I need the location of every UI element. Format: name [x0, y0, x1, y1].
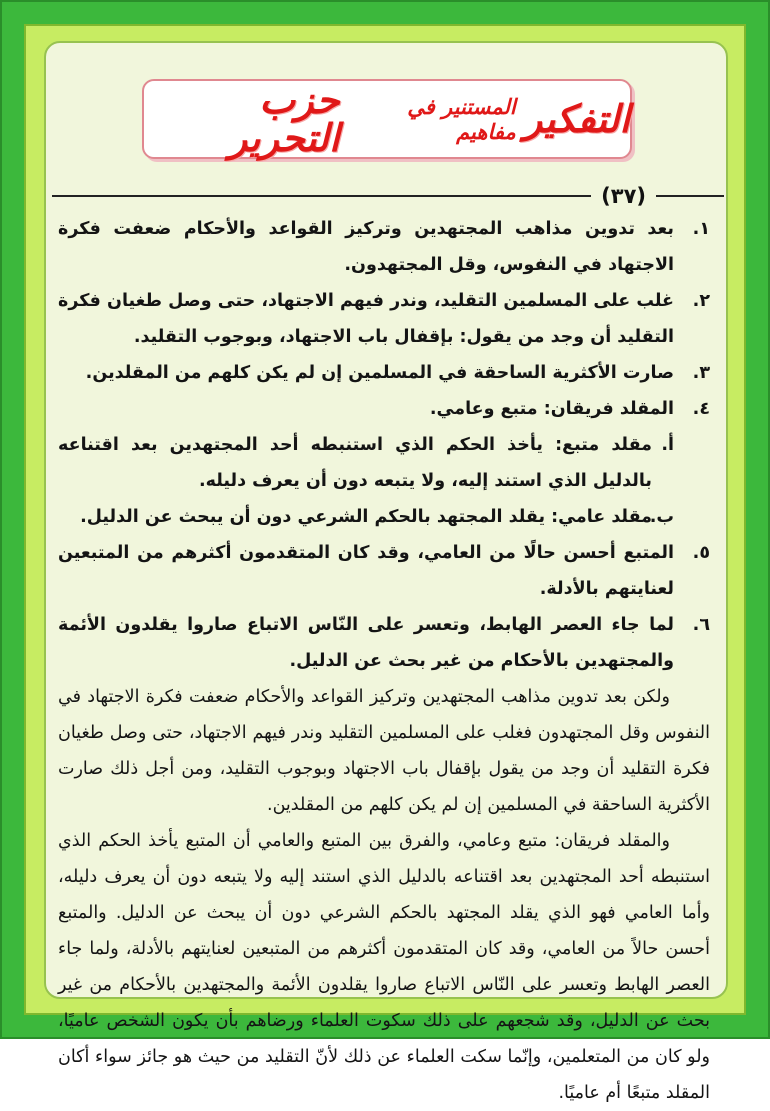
- item-number: ٢.: [692, 291, 710, 311]
- title-end: حزب التحرير: [228, 77, 340, 160]
- list-item: [58, 607, 710, 679]
- sub-item: [58, 427, 710, 499]
- rule-short: [656, 195, 724, 197]
- list-item: [58, 283, 710, 355]
- title-mid: المستنير في مفاهيم: [407, 94, 516, 144]
- item-number: ٥.: [692, 543, 710, 563]
- page-number-rule: [52, 181, 724, 211]
- paragraph: ولكن بعد تدوين مذاهب المجتهدين وتركيز القواعد والأحكام ضعفت فكرة الاجتهاد في النفوس وقل المجتهدون فغلب على المسلمين التقليد وندر فيهم الاجتهاد، حتى وصل طغيان فكرة التقليد أن وجد من يقول بإقفال باب الاجتهاد وبوجوب التقليد، ومن أجل ذلك صارت الأكثرية الساحقة في المسلمين إن لم يكن كلهم من المقلدين.: [58, 687, 710, 815]
- sub-item-letter: ب.: [649, 507, 674, 527]
- sub-item-text: مقلد عامي: يقلد المجتهد بالحكم الشرعي دون أن يبحث عن الدليل.: [80, 507, 652, 527]
- item-text: المتبع أحسن حالًا من العامي، وقد كان المتقدمون أكثرهم من المتبعين لعنايتهم بالأدلة.: [58, 543, 674, 599]
- rule-long: [52, 195, 591, 197]
- item-number: ١.: [692, 219, 710, 239]
- paragraph: والمقلد فريقان: متبع وعامي، والفرق بين المتبع والعامي أن المتبع يأخذ الحكم الذي استنبطه أحد المجتهدين بعد اقتناعه بالدليل الذي استند إليه ولا يتبعه دون أن يعرف دليله، وأما العامي فهو الذي يقلد المجتهد بالحكم الشرعي دون أن يبحث عن الدليل. والمتبع أحسن حالاً من العامي، وقد كان المتقدمون أكثرهم من المتبعين لعنايتهم بالأدلة، ولما جاء العصر الهابط وتعسر على النّاس الاتباع صاروا يقلدون الأئمة والمجتهدين بالأحكام من غير بحث عن الدليل، وقد شجعهم على ذلك سكوت العلماء ورضاهم بأن يكون الشخص عاميًا، ولو كان من المتعلمين، وإنّما سكت العلماء عن ذلك لأنّ التقليد من حيث هو جائز سواء أكان المقلد متبعًا أم عاميًا.: [58, 831, 710, 1103]
- item-text: غلب على المسلمين التقليد، وندر فيهم الاجتهاد، حتى وصل طغيان فكرة التقليد أن وجد من يقول: بإقفال باب الاجتهاد، وبوجوب التقليد.: [58, 291, 674, 347]
- item-text: المقلد فريقان: متبع وعامي.: [429, 399, 674, 419]
- item-number: ٣.: [692, 363, 710, 383]
- page-number: (٣٧): [601, 184, 646, 208]
- sub-item: [58, 499, 710, 535]
- sub-item-text: مقلد متبع: يأخذ الحكم الذي استنبطه أحد المجتهدين بعد اقتناعه بالدليل الذي استند إليه، ولا يتبعه دون أن يعرف دليله.: [58, 435, 652, 491]
- list-item: [58, 535, 710, 607]
- list-item: [58, 355, 710, 391]
- inner-frame: [24, 24, 746, 1103]
- item-text: صارت الأكثرية الساحقة في المسلمين إن لم يكن كلهم من المقلدين.: [85, 363, 674, 383]
- title-banner: [142, 79, 632, 159]
- list-item: [58, 391, 710, 427]
- sub-item-letter: أ.: [661, 435, 674, 455]
- item-text: لما جاء العصر الهابط، وتعسر على النّاس الاتباع صاروا يقلدون الأئمة والمجتهدين بالأحكام من غير بحث عن الدليل.: [58, 615, 674, 671]
- item-number: ٤.: [692, 399, 710, 419]
- content: [58, 211, 710, 1111]
- item-number: ٦.: [692, 615, 710, 635]
- title-main: التفكير: [523, 96, 630, 141]
- list-item: [58, 211, 710, 283]
- page: [44, 41, 728, 1103]
- item-text: بعد تدوين مذاهب المجتهدين وتركيز القواعد والأحكام ضعفت فكرة الاجتهاد في النفوس، وقل المجتهدون.: [58, 219, 674, 275]
